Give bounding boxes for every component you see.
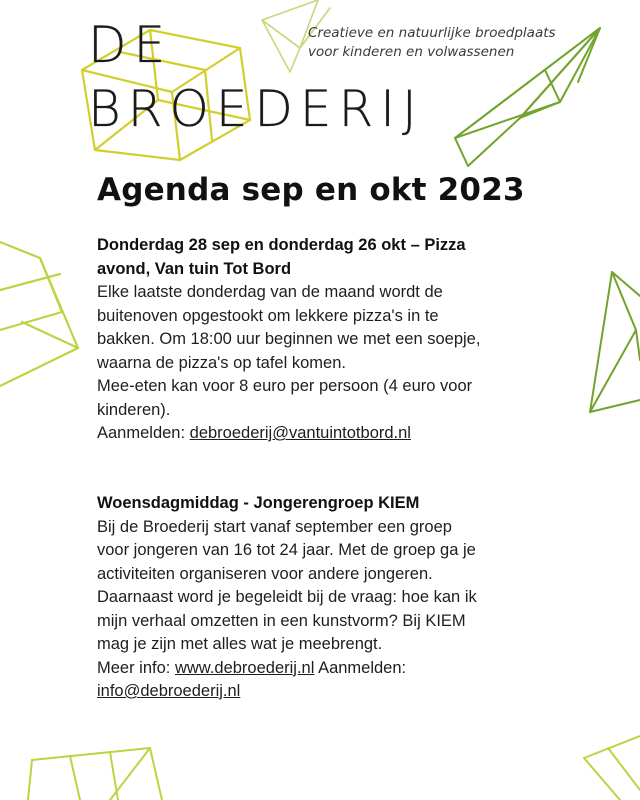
tagline — [308, 24, 608, 62]
page-title: Agenda sep en okt 2023 — [97, 172, 525, 208]
plane-drawing-left — [0, 242, 78, 386]
event-pizza-avond — [97, 234, 487, 446]
event-description: Elke laatste donderdag van de maand wordt de buitenoven opgestookt om lekkere pizza's in te bakken. Om 18:00 uur beginnen we met een soepje, waarna de pizza's op tafel komen. — [97, 283, 481, 372]
info-label: Meer info: — [97, 658, 171, 677]
event-price: Mee-eten kan voor 8 euro per persoon (4 euro voor kinderen). — [97, 377, 473, 419]
signup-label: Aanmelden: — [318, 658, 407, 677]
event-info-signup — [97, 657, 487, 704]
event-heading: Woensdagmiddag - Jongerengroep KIEM — [97, 494, 420, 512]
signup-label: Aanmelden: — [97, 424, 186, 442]
plane-drawing-bottom-right — [584, 736, 640, 800]
info-website-link[interactable]: www.debroederij.nl — [174, 658, 315, 677]
box-drawing-bottom-left — [28, 748, 162, 800]
signup-email-link[interactable]: info@debroederij.nl — [97, 682, 241, 700]
logo-line-broederij: BROEDERIJ — [88, 80, 424, 138]
tagline-line-1: Creatieve en natuurlijke broedplaats — [308, 25, 556, 41]
signup-email-link[interactable]: debroederij@vantuintotbord.nl — [189, 424, 411, 442]
event-heading: Donderdag 28 sep en donderdag 26 okt – Pizza avond, Van tuin Tot Bord — [97, 236, 466, 278]
event-jongerengroep-kiem — [97, 492, 487, 704]
tagline-line-2: voor kinderen en volwassenen — [308, 44, 515, 60]
event-signup — [97, 422, 487, 446]
event-description: Bij de Broederij start vanaf september een groep voor jongeren van 16 tot 24 jaar. Met de groep ga je activiteiten organiseren voor andere jongeren. Daarnaast word je begeleidt bij de vraag: hoe kan ik mijn verhaal omzetten in een kunstvorm? Bij KIEM mag je zijn met alles wat je meebrengt. — [97, 517, 477, 653]
plane-drawing-right — [590, 272, 640, 412]
logo-line-de: DE — [88, 16, 173, 74]
